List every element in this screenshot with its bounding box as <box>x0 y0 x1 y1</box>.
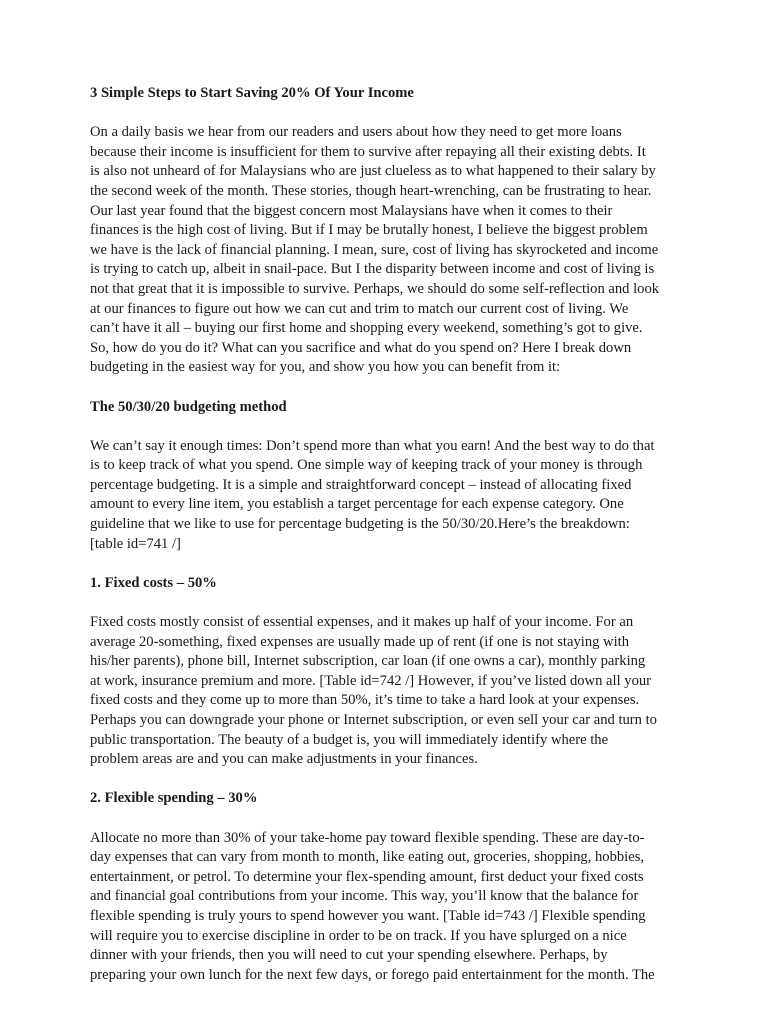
paragraph-line: the second week of the month. These stories, though heart-wrenching, can be frustrating to hear. <box>90 182 652 199</box>
paragraph-line: is to keep track of what you spend. One simple way of keeping track of your money is through <box>90 457 643 474</box>
section-heading-fixed-costs: 1. Fixed costs – 50% <box>90 574 217 591</box>
spacer <box>90 770 680 790</box>
flexible-spending-paragraph <box>90 829 680 986</box>
paragraph-line: preparing your own lunch for the next few days, or forego paid entertainment for the month. The <box>90 966 655 983</box>
table-shortcode: [table id=741 /] <box>90 535 181 552</box>
paragraph-line: at work, insurance premium and more. [Table id=742 /] However, if you’ve listed down all your <box>90 672 652 689</box>
paragraph-line: Allocate no more than 30% of your take-home pay toward flexible spending. These are day-to- <box>90 829 645 846</box>
spacer <box>90 378 680 398</box>
paragraph-line: Perhaps you can downgrade your phone or Internet subscription, or even sell your car and turn to <box>90 712 657 728</box>
paragraph-line: fixed costs and they come up to more than 50%, it’s time to take a hard look at your expenses. <box>90 692 640 709</box>
paragraph-line: finances is the high cost of living. But if I may be brutally honest, I believe the biggest problem <box>90 222 648 239</box>
paragraph-line: at our finances to figure out how we can cut and trim to match our current cost of living. We <box>90 300 629 317</box>
paragraph-line: because their income is insufficient for them to survive after repaying all their existing debts. It <box>90 143 646 160</box>
method-paragraph <box>90 437 680 555</box>
spacer <box>90 554 680 574</box>
paragraph-line: is also not unheard of for Malaysians who are just clueless as to what happened to their salary by <box>90 163 656 180</box>
paragraph-line: guideline that we like to use for percentage budgeting is the 50/30/20.Here’s the breakdown: <box>90 516 630 533</box>
spacer <box>90 104 680 124</box>
paragraph-line: amount to every line item, you establish a target percentage for each expense category. One <box>90 496 624 513</box>
document-page <box>90 84 680 985</box>
paragraph-line: budgeting in the easiest way for you, and show you how you can benefit from it: <box>90 359 561 376</box>
paragraph-line: and financial goal contributions from your income. This way, you’ll know that the balance for <box>90 888 639 905</box>
paragraph-line: So, how do you do it? What can you sacrifice and what do you spend on? Here I break down <box>90 339 632 356</box>
paragraph-line: flexible spending is truly yours to spend however you want. [Table id=743 /] Flexible spending <box>90 907 646 924</box>
paragraph-line: Our last year found that the biggest concern most Malaysians have when it comes to their <box>90 202 613 219</box>
paragraph-line: average 20-something, fixed expenses are usually made up of rent (if one is not staying with <box>90 633 630 650</box>
paragraph-line: day expenses that can vary from month to month, like eating out, groceries, shopping, hobbies, <box>90 849 645 866</box>
paragraph-line: dinner with your friends, then you will need to cut your spending elsewhere. Perhaps, by <box>90 947 608 964</box>
spacer <box>90 417 680 437</box>
paragraph-line: Fixed costs mostly consist of essential expenses, and it makes up half of your income. For an <box>90 614 634 631</box>
intro-paragraph <box>90 123 680 378</box>
spacer <box>90 593 680 613</box>
paragraph-line: his/her parents), phone bill, Internet subscription, car loan (if one owns a car), monthly parking <box>90 653 646 670</box>
paragraph-line: entertainment, or petrol. To determine your flex-spending amount, first deduct your fixed costs <box>90 868 644 885</box>
paragraph-line: On a daily basis we hear from our readers and users about how they need to get more loans <box>90 124 622 141</box>
paragraph-line: is trying to catch up, albeit in snail-pace. But I the disparity between income and cost of living is <box>90 261 655 278</box>
section-heading-method: The 50/30/20 budgeting method <box>90 398 287 415</box>
section-heading-flexible-spending: 2. Flexible spending – 30% <box>90 790 258 807</box>
paragraph-line: public transportation. The beauty of a budget is, you will immediately identify where the <box>90 731 609 748</box>
fixed-costs-paragraph <box>90 613 680 770</box>
document-title: 3 Simple Steps to Start Saving 20% Of Your Income <box>90 85 414 101</box>
spacer <box>90 809 680 829</box>
paragraph-line: We can’t say it enough times: Don’t spend more than what you earn! And the best way to do that <box>90 437 655 454</box>
paragraph-line: not that great that it is impossible to survive. Perhaps, we should do some self-reflection and look <box>90 280 660 297</box>
paragraph-line: we have is the lack of financial planning. I mean, sure, cost of living has skyrocketed and income <box>90 241 659 258</box>
paragraph-line: can’t have it all – buying our first home and shopping every weekend, something’s got to give. <box>90 320 643 337</box>
paragraph-line: problem areas are and you can make adjustments in your finances. <box>90 751 478 768</box>
paragraph-line: percentage budgeting. It is a simple and straightforward concept – instead of allocating fixed <box>90 476 632 493</box>
paragraph-line: will require you to exercise discipline in order to be on track. If you have splurged on a nice <box>90 927 627 944</box>
